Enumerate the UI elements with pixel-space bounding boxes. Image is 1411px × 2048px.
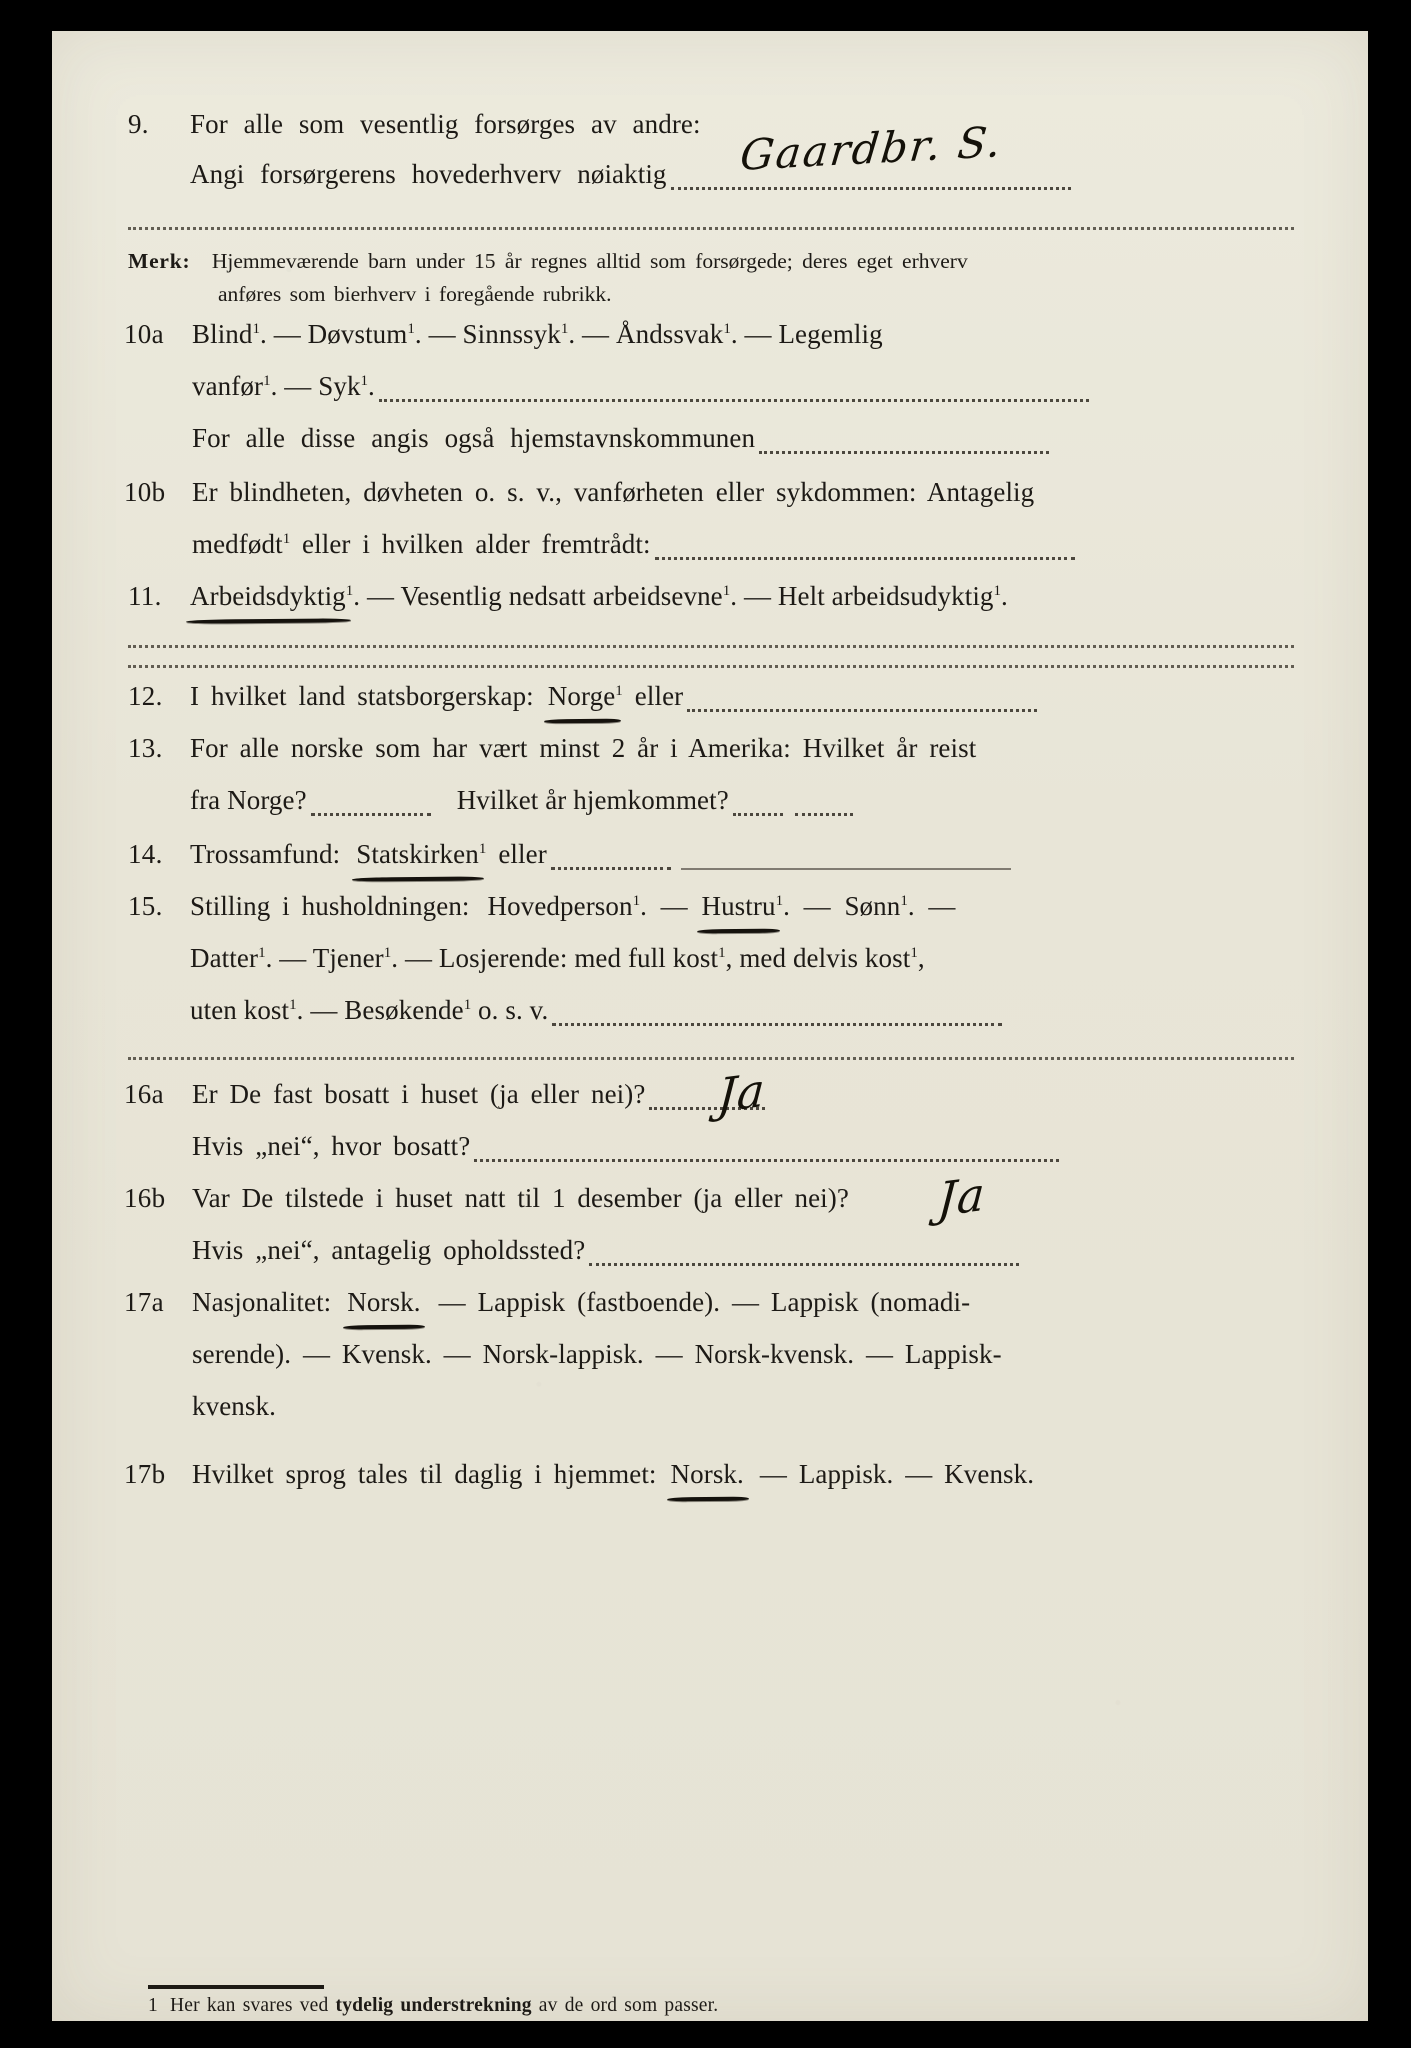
- question-11-number: 11.: [128, 581, 162, 611]
- question-14-number: 14.: [128, 839, 163, 869]
- answer-norsk-sprog-underlined[interactable]: Norsk.: [670, 1459, 744, 1489]
- question-15-number: 15.: [128, 891, 163, 921]
- section-divider-2: [128, 645, 1294, 648]
- question-17b-rest[interactable]: — Lappisk. — Kvensk.: [759, 1459, 1035, 1489]
- question-16a-handwritten-answer: Ja: [716, 1062, 768, 1123]
- question-13-fill-line-3[interactable]: [795, 797, 853, 816]
- question-14-label: Trossamfund:: [190, 839, 341, 869]
- question-15-line-3: [128, 995, 1298, 1026]
- question-15-etc: o. s. v.: [471, 995, 549, 1025]
- question-10b-line2-text: [192, 529, 651, 560]
- question-16a-line2-text: Hvis „nei“, hvor bosatt?: [192, 1131, 471, 1161]
- option-hustru-underlined[interactable]: Hustru: [701, 891, 776, 921]
- footnote-marker: 1: [910, 945, 918, 961]
- footnote-marker: 1: [345, 583, 354, 599]
- question-10a-line-2: [124, 371, 1294, 402]
- question-10b-line2-rest: eller i hvilken alder fremtrådt:: [290, 529, 651, 559]
- question-13-line2-a: fra Norge?: [190, 785, 307, 815]
- question-17b-label: Hvilket sprog tales til daglig i hjemmet:: [192, 1459, 657, 1489]
- question-12-after: eller: [634, 681, 684, 711]
- question-10a-options: [192, 319, 883, 350]
- option-sonn[interactable]: Sønn: [844, 891, 901, 921]
- census-form-body: [52, 31, 1368, 2021]
- footnote-number: 1: [148, 1995, 158, 2016]
- section-divider-3: [128, 665, 1294, 668]
- period: .: [368, 371, 375, 401]
- footnote-marker: 1: [407, 321, 415, 337]
- footnote-rule: [148, 1985, 324, 1989]
- question-16b-text: Var De tilstede i huset natt til 1 desember (ja eller nei)?: [192, 1183, 849, 1213]
- question-13-line-1: [128, 733, 976, 764]
- question-10b-line-1: [124, 477, 1034, 508]
- footnote-marker: 1: [993, 583, 1002, 599]
- question-10b-fill-line[interactable]: [655, 541, 1075, 560]
- footnote-marker: 1: [282, 531, 291, 547]
- question-15-options-line1: [488, 891, 956, 922]
- question-17b-answer-group: [671, 1459, 744, 1490]
- footnote-marker: 1: [289, 997, 297, 1013]
- question-14-fill-line[interactable]: [551, 851, 671, 870]
- footnote-marker: 1: [560, 321, 569, 337]
- option-andssvak[interactable]: . — Åndssvak: [568, 319, 724, 349]
- answer-norge-underlined[interactable]: Norge: [547, 681, 616, 711]
- footnote-marker: 1: [252, 321, 261, 337]
- question-13-line2-b: Hvilket år hjemkommet?: [456, 785, 729, 815]
- question-9-fill-line[interactable]: [671, 171, 1071, 190]
- option-besokende[interactable]: . — Besøkende: [296, 995, 464, 1025]
- question-10a-number: 10a: [124, 319, 164, 349]
- question-10a-hjemstavn-fill-line[interactable]: [759, 435, 1049, 454]
- option-hovedperson[interactable]: Hovedperson: [487, 891, 633, 921]
- question-10a-line-3: [124, 423, 1294, 454]
- question-17a-line-1: [124, 1287, 970, 1318]
- merk-note: [128, 245, 1308, 311]
- question-17a-number: 17a: [124, 1287, 164, 1317]
- question-15-options-line2: [190, 943, 925, 974]
- question-13-fill-line-2[interactable]: [733, 797, 783, 816]
- option-dovstum[interactable]: . — Døvstum: [260, 319, 408, 349]
- question-9-line-2: [128, 159, 1298, 190]
- option-tjener[interactable]: . — Tjener: [265, 943, 384, 973]
- option-medfodt[interactable]: medfødt: [192, 529, 283, 559]
- question-11-rest[interactable]: . — Vesentlig nedsatt arbeidsevne: [353, 581, 723, 611]
- footnote-marker: 1: [263, 373, 271, 389]
- question-15-line-1: [128, 891, 956, 922]
- question-17a-line-3: [124, 1391, 276, 1422]
- footnote-marker: 1: [360, 373, 369, 389]
- question-13-line-2: [128, 785, 853, 816]
- footnote-marker: 1: [775, 893, 784, 909]
- question-16b-fill-line[interactable]: [589, 1247, 1019, 1266]
- footnote-marker: 1: [463, 997, 472, 1013]
- question-17b-number: 17b: [124, 1459, 166, 1489]
- footnote-marker: 1: [722, 583, 731, 599]
- footnote-text-bold: tydelig understrekning: [335, 1995, 532, 2016]
- footnote-text-before: Her kan svares ved: [169, 1995, 336, 2016]
- question-9-number: 9.: [128, 109, 149, 139]
- question-16a-fill-line-2[interactable]: [474, 1143, 1059, 1162]
- merk-line-2: anføres som bierhverv i foregående rubrikk.: [218, 282, 612, 306]
- question-9-text: For alle som vesentlig forsørges av andre:: [190, 109, 701, 139]
- footnote-text-after: av de ord som passer.: [531, 1995, 719, 2016]
- option-syk[interactable]: . — Syk: [270, 371, 361, 401]
- question-16b-line-1: [124, 1183, 849, 1214]
- question-16b-handwritten-answer: Ja: [936, 1166, 988, 1227]
- question-10b-line-2: [124, 529, 1294, 560]
- question-10a-fill-line[interactable]: [379, 383, 1089, 402]
- question-10b-text: Er blindheten, døvheten o. s. v., vanførheten eller sykdommen: Antagelig: [192, 477, 1035, 507]
- question-16b-line-2: [124, 1235, 1294, 1266]
- question-17a-label: Nasjonalitet:: [192, 1287, 332, 1317]
- question-16a-line-2: [124, 1131, 1294, 1162]
- scanned-page: [52, 31, 1368, 2021]
- footnote-marker: 1: [615, 683, 623, 699]
- question-14: [128, 839, 1298, 870]
- section-divider-1: [128, 227, 1294, 230]
- question-10a-line-1: [124, 319, 883, 350]
- question-17a-line-2: [124, 1339, 1002, 1370]
- question-10b-number: 10b: [124, 477, 166, 507]
- merk-label: Merk:: [128, 249, 191, 273]
- question-15-label: Stilling i husholdningen:: [190, 891, 470, 921]
- option-datter[interactable]: Datter: [190, 943, 259, 973]
- question-12-answer-group: [548, 681, 623, 712]
- footnote-marker: 1: [632, 893, 641, 909]
- option-uten-kost[interactable]: uten kost: [190, 995, 290, 1025]
- period: .: [1001, 581, 1008, 611]
- question-12-number: 12.: [128, 681, 163, 711]
- question-12-fill-line[interactable]: [687, 693, 1037, 712]
- question-14-after: eller: [498, 839, 547, 869]
- option-delvis-kost[interactable]: , med delvis kost: [725, 943, 911, 973]
- footnote-marker: 1: [723, 321, 731, 337]
- question-15-fill-line[interactable]: [552, 1007, 1002, 1026]
- question-16a-number: 16a: [124, 1079, 164, 1109]
- comma: ,: [917, 943, 925, 973]
- option-vanfor[interactable]: vanfør: [192, 371, 264, 401]
- option-losjerende-full-kost[interactable]: . — Losjerende: med full kost: [391, 943, 719, 973]
- question-9-answer-prompt: Angi forsørgerens hovederhverv nøiaktig: [190, 159, 667, 189]
- question-10a-line2-text: [192, 371, 375, 402]
- merk-line-1: Hjemmeværende barn under 15 år regnes alltid som forsørgede; deres eget erhverv: [211, 249, 968, 273]
- question-14-fill-line-2[interactable]: [681, 852, 1011, 870]
- question-17b: [124, 1459, 1034, 1490]
- question-12-label: I hvilket land statsborgerskap:: [190, 681, 534, 711]
- question-16a-text: Er De fast bosatt i huset (ja eller nei)?: [192, 1079, 646, 1109]
- footnote-marker: 1: [478, 841, 487, 857]
- question-13-text: For alle norske som har vært minst 2 år i Amerika: Hvilket år reist: [190, 733, 977, 763]
- option-arbeidsdyktig-underlined[interactable]: Arbeidsdyktig: [190, 581, 346, 611]
- question-9-line-1: [128, 109, 701, 140]
- question-14-answer-group: [356, 839, 486, 870]
- question-9-handwritten-answer: Gaardbr. S.: [738, 116, 1006, 180]
- footnote: [148, 1995, 1298, 2017]
- question-13-number: 13.: [128, 733, 163, 763]
- question-11: [128, 581, 1008, 612]
- question-16b-number: 16b: [124, 1183, 166, 1213]
- footnote-marker: 1: [383, 945, 392, 961]
- question-11-rest-2[interactable]: . — Helt arbeidsudyktig: [730, 581, 994, 611]
- answer-norsk-underlined[interactable]: Norsk.: [347, 1287, 421, 1317]
- question-17a-answer-group: [347, 1287, 420, 1318]
- question-17a-rest[interactable]: — Lappisk (fastboende). — Lappisk (nomadi-: [438, 1287, 971, 1317]
- question-13-fill-line-1[interactable]: [311, 797, 431, 816]
- question-15-line-2: [128, 943, 925, 974]
- footnote-marker: 1: [900, 893, 908, 909]
- sep: . —: [907, 891, 956, 921]
- option-sinnssyk[interactable]: . — Sinnssyk: [414, 319, 561, 349]
- footnote-marker: 1: [258, 945, 266, 961]
- question-17a-line2-text[interactable]: serende). — Kvensk. — Norsk-lappisk. — Norsk-kvensk. — Lappisk-: [192, 1339, 1002, 1369]
- question-16b-line2-text: Hvis „nei“, antagelig opholdssted?: [192, 1235, 586, 1265]
- question-15-options-line3: [190, 995, 548, 1026]
- question-17a-line3-text[interactable]: kvensk.: [192, 1391, 276, 1421]
- answer-statskirken-underlined[interactable]: Statskirken: [356, 839, 479, 869]
- option-legemlig[interactable]: . — Legemlig: [730, 319, 883, 349]
- option-blind[interactable]: Blind: [192, 319, 253, 349]
- question-12: [128, 681, 1298, 712]
- question-16a-line-1: [124, 1079, 1294, 1110]
- sep: . —: [783, 891, 845, 921]
- question-10a-hjemstavn-text: For alle disse angis også hjemstavnskommunen: [192, 423, 756, 453]
- question-11-options: [190, 581, 1008, 612]
- sep: . —: [640, 891, 702, 921]
- section-divider-4: [128, 1057, 1294, 1060]
- footnote-marker: 1: [718, 945, 726, 961]
